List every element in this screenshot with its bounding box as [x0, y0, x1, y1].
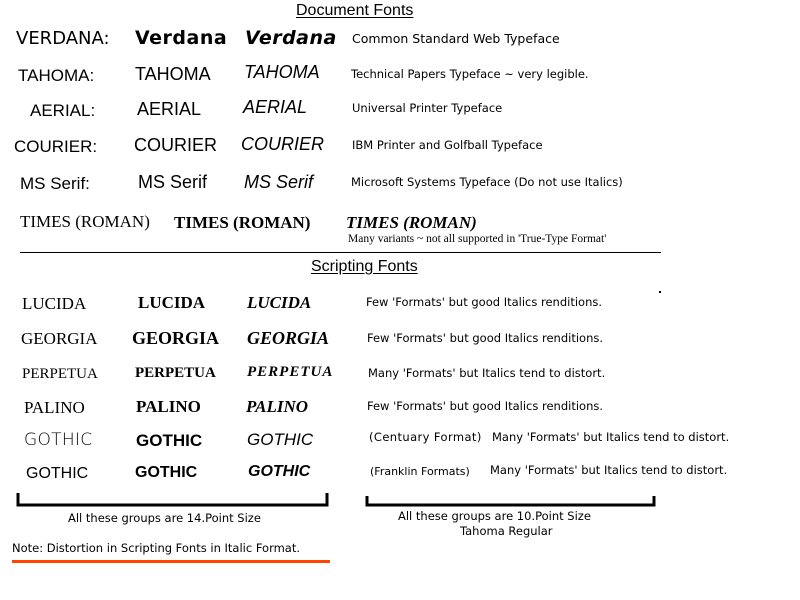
font-sample-bold-gothic-franklin: GOTHIC — [135, 464, 198, 481]
font-sample-italic-perpetua: PERPETUA — [247, 364, 334, 380]
font-label-palino: PALINO — [24, 398, 85, 417]
font-desc-times: Many variants ~ not all supported in 'True-Type Format' — [348, 233, 607, 245]
font-desc-ms-serif: Microsoft Systems Typeface (Do not use Italics) — [351, 175, 623, 189]
font-sample-italic-times: TIMES (ROMAN) — [346, 213, 477, 232]
font-desc-gothic-franklin: Many 'Formats' but Italics tend to distort. — [490, 463, 728, 477]
font-sample-italic-tahoma: TAHOMA — [244, 62, 320, 82]
font-desc-gothic-century: Many 'Formats' but Italics tend to distort. — [492, 430, 730, 444]
font-format-note-century: (Centuary Format) — [369, 430, 482, 444]
font-desc-verdana: Common Standard Web Typeface — [352, 31, 560, 46]
font-desc-georgia: Few 'Formats' but good Italics renditions. — [367, 331, 604, 345]
font-sample-italic-courier: COURIER — [241, 134, 325, 154]
font-sample-bold-aerial: AERIAL — [137, 99, 202, 119]
font-label-georgia: GEORGIA — [21, 329, 98, 348]
right-group-subcaption: Tahoma Regular — [460, 524, 553, 538]
font-label-lucida: LUCIDA — [22, 294, 87, 313]
font-sample-italic-aerial: AERIAL — [243, 97, 308, 117]
font-sample-italic-palino: PALINO — [246, 397, 309, 416]
font-label-perpetua: PERPETUA — [22, 366, 98, 382]
font-sample-italic-georgia: GEORGIA — [247, 328, 330, 348]
font-label-times: TIMES (ROMAN) — [20, 212, 150, 231]
left-group-caption: All these groups are 14.Point Size — [68, 511, 261, 525]
font-desc-palino: Few 'Formats' but good Italics renditions. — [367, 399, 604, 413]
font-sample-bold-perpetua: PERPETUA — [135, 365, 216, 381]
right-group-caption: All these groups are 10.Point Size — [398, 509, 591, 523]
document-fonts-heading: Document Fonts — [296, 2, 414, 19]
font-desc-lucida: Few 'Formats' but good Italics renditions. — [366, 295, 603, 309]
font-sample-bold-georgia: GEORGIA — [132, 328, 220, 348]
font-label-gothic-franklin: GOTHIC — [26, 465, 89, 482]
font-format-note-franklin: (Franklin Formats) — [370, 465, 470, 478]
font-sample-bold-courier: COURIER — [134, 135, 218, 155]
font-label-verdana: VERDANA: — [16, 28, 110, 49]
left-group-bracket — [18, 493, 327, 505]
font-sample-italic-gothic-franklin: GOTHIC — [248, 463, 311, 480]
right-group-bracket — [367, 496, 654, 505]
font-sample-bold-gothic-century: GOTHIC — [136, 431, 203, 450]
scripting-fonts-heading: Scripting Fonts — [311, 258, 418, 275]
font-sample-bold-palino: PALINO — [136, 397, 201, 416]
note-underline — [12, 560, 330, 563]
font-desc-tahoma: Technical Papers Typeface ~ very legible. — [351, 67, 589, 81]
font-sample-italic-verdana: Verdana — [245, 27, 337, 49]
font-sample-italic-gothic-century: GOTHIC — [247, 430, 314, 449]
font-sample-bold-ms-serif: MS Serif — [138, 172, 208, 192]
font-sample-bold-verdana: Verdana — [135, 27, 228, 49]
font-sample-italic-ms-serif: MS Serif — [244, 172, 314, 192]
font-sample-bold-lucida: LUCIDA — [138, 293, 206, 312]
font-desc-aerial: Universal Printer Typeface — [352, 101, 503, 115]
font-desc-perpetua: Many 'Formats' but Italics tend to distort. — [368, 366, 606, 380]
font-label-tahoma: TAHOMA: — [18, 66, 95, 85]
font-label-aerial: AERIAL: — [30, 101, 96, 120]
font-sample-bold-times: TIMES (ROMAN) — [174, 213, 311, 232]
font-desc-courier: IBM Printer and Golfball Typeface — [352, 138, 543, 152]
distortion-note: Note: Distortion in Scripting Fonts in Italic Format. — [12, 541, 301, 555]
font-sample-italic-lucida: LUCIDA — [247, 293, 312, 312]
font-sample-bold-tahoma: TAHOMA — [135, 64, 211, 84]
font-label-courier: COURIER: — [14, 137, 98, 156]
font-label-ms-serif: MS Serif: — [20, 174, 90, 193]
font-label-gothic-century: GOTHIC — [24, 430, 93, 450]
